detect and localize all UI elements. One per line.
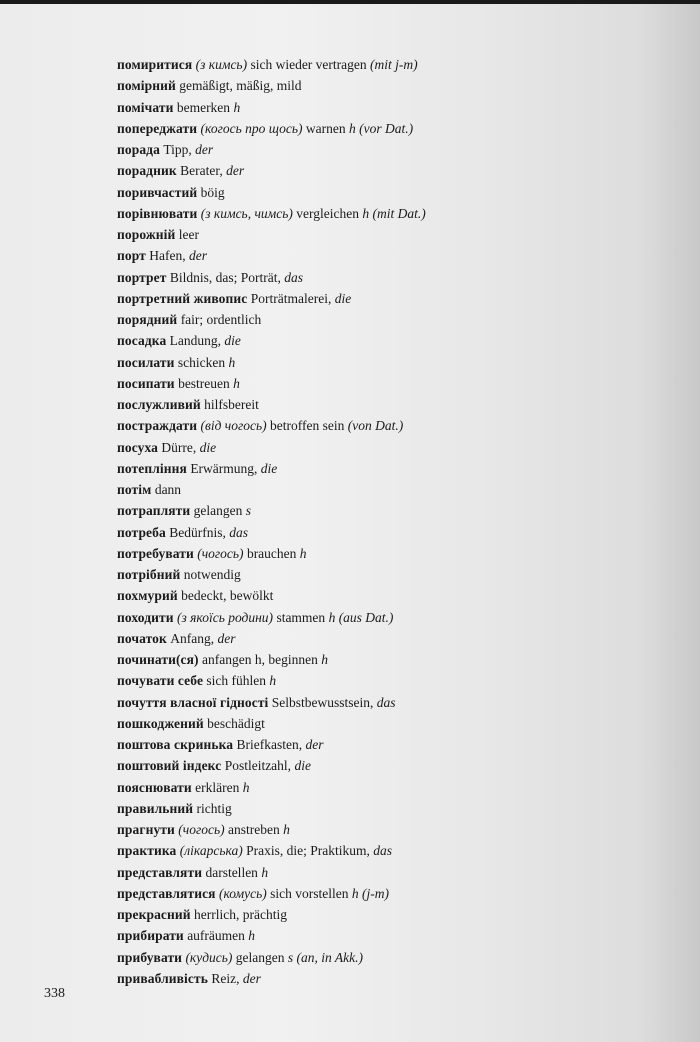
entry-grammar: (von Dat.)	[347, 418, 404, 434]
dictionary-entry	[117, 925, 677, 946]
entry-headword: порадник	[117, 163, 177, 179]
entry-headword: правильний	[117, 800, 194, 816]
entry-headword: помірний	[117, 78, 176, 94]
entry-headword: послужливий	[117, 397, 201, 412]
dictionary-entry	[117, 564, 677, 585]
entry-headword: прибирати	[117, 928, 184, 944]
entry-headword: помиритися	[117, 57, 193, 72]
entry-headword: посуха	[117, 439, 159, 455]
dictionary-entry	[117, 458, 677, 479]
dictionary-entry	[117, 182, 677, 203]
entry-grammar: die	[334, 290, 352, 306]
entry-headword: походити	[117, 609, 174, 625]
dictionary-entry	[117, 862, 677, 883]
entry-headword: поштова скринька	[117, 737, 234, 752]
entry-headword: поривчастий	[117, 184, 198, 200]
entry-grammar: h	[248, 928, 256, 944]
entry-headword: початок	[117, 630, 167, 646]
entry-grammar: der	[217, 630, 236, 646]
dictionary-entry	[117, 373, 677, 394]
entry-grammar: das	[373, 843, 392, 859]
entry-headword: порівнювати	[117, 205, 198, 221]
entry-headword: посипати	[117, 375, 175, 391]
entry-headword: пошкоджений	[117, 715, 204, 731]
dictionary-entry	[117, 819, 677, 840]
entry-translation: schicken	[177, 354, 226, 370]
dictionary-entry	[117, 309, 677, 330]
entry-headword: представлятися	[117, 885, 216, 901]
entry-grammar: der	[195, 142, 214, 157]
entry-translation: vergleichen	[296, 205, 359, 221]
entry-translation: sich vorstellen	[270, 885, 349, 901]
entry-headword: порада	[117, 142, 160, 157]
dictionary-entry	[117, 670, 677, 691]
entry-headword: почувати себе	[117, 673, 204, 689]
entry-translation: Hafen,	[149, 248, 186, 264]
entry-usage-note: (чогось)	[178, 822, 225, 837]
entry-translation: Porträtmalerei,	[250, 290, 332, 306]
entry-usage-note: (чогось)	[197, 545, 244, 561]
entry-translation: fair; ordentlich	[180, 312, 262, 327]
entry-grammar: s (an, in Akk.)	[287, 949, 364, 965]
entry-headword: потрапляти	[117, 503, 191, 519]
dictionary-entry	[117, 75, 677, 96]
dictionary-entry	[117, 203, 677, 224]
entry-headword: попереджати	[117, 120, 198, 136]
entry-translation: Dürre,	[161, 439, 197, 455]
entry-grammar: das	[229, 524, 248, 540]
entry-translation: Landung,	[169, 333, 222, 349]
dictionary-entry	[117, 394, 677, 415]
entry-translation: böig	[200, 184, 225, 200]
dictionary-entry	[117, 543, 677, 564]
entry-grammar: die	[199, 439, 217, 455]
entry-headword: похмурий	[117, 588, 178, 604]
entry-headword: портретний живопис	[117, 290, 248, 306]
dictionary-entry	[117, 947, 677, 968]
entry-translation: Anfang,	[170, 630, 215, 646]
entry-translation: Briefkasten,	[236, 737, 303, 752]
dictionary-entry-list	[117, 54, 677, 989]
entry-grammar: h (aus Dat.)	[328, 609, 394, 625]
entry-usage-note: (з кимсь, чимсь)	[200, 205, 293, 221]
entry-headword: починати(ся)	[117, 652, 199, 667]
entry-headword: посилати	[117, 354, 175, 370]
entry-translation: richtig	[196, 800, 232, 816]
entry-grammar: der	[305, 737, 324, 752]
entry-translation: leer	[178, 227, 199, 242]
entry-translation: Postleitzahl,	[224, 758, 292, 774]
entry-headword: потреба	[117, 524, 166, 540]
entry-translation: Bildnis, das; Porträt,	[169, 269, 281, 285]
dictionary-entry	[117, 267, 677, 288]
entry-translation: aufräumen	[187, 928, 245, 944]
entry-headword: порт	[117, 248, 146, 264]
entry-usage-note: (від чогось)	[200, 418, 267, 434]
entry-translation: warnen	[305, 120, 346, 136]
entry-grammar: h	[233, 375, 240, 391]
entry-usage-note: (когось про щось)	[200, 120, 303, 136]
entry-headword: потепління	[117, 460, 187, 476]
entry-headword: потім	[117, 482, 152, 497]
entry-usage-note: (кудись)	[185, 949, 233, 965]
entry-grammar: die	[260, 460, 278, 476]
entry-translation: bedeckt, bewölkt	[181, 588, 274, 604]
entry-translation: anstreben	[228, 822, 280, 837]
entry-translation: gelangen	[193, 503, 243, 519]
dictionary-entry	[117, 522, 677, 543]
entry-translation: herrlich, prächtig	[194, 907, 287, 922]
entry-grammar: (mit j-m)	[370, 57, 418, 72]
dictionary-entry	[117, 734, 677, 755]
entry-headword: прибувати	[117, 949, 183, 965]
dictionary-entry	[117, 755, 677, 776]
entry-translation: bestreuen	[178, 375, 230, 391]
entry-headword: прекрасний	[117, 907, 191, 922]
entry-usage-note: (з кимсь)	[195, 57, 248, 72]
dictionary-entry	[117, 288, 677, 309]
entry-headword: посадка	[117, 333, 167, 349]
dictionary-entry	[117, 437, 677, 458]
dictionary-entry	[117, 840, 677, 861]
dictionary-entry	[117, 160, 677, 181]
dictionary-entry	[117, 883, 677, 904]
dictionary-entry	[117, 500, 677, 521]
entry-grammar: die	[294, 758, 311, 774]
dictionary-entry	[117, 904, 677, 925]
entry-headword: практика	[117, 843, 177, 859]
entry-translation: betroffen sein	[270, 418, 345, 434]
entry-headword: потрібний	[117, 567, 181, 582]
entry-translation: brauchen	[246, 545, 297, 561]
entry-headword: представляти	[117, 864, 203, 880]
entry-headword: порядний	[117, 312, 178, 327]
dictionary-entry	[117, 54, 677, 75]
dictionary-entry	[117, 224, 677, 245]
entry-translation: hilfsbereit	[204, 397, 259, 412]
entry-translation: gemäßigt, mäßig, mild	[179, 78, 302, 94]
dictionary-entry	[117, 330, 677, 351]
entry-translation: dann	[154, 482, 182, 497]
dictionary-entry	[117, 777, 677, 798]
entry-translation: Tipp,	[163, 142, 192, 157]
entry-translation: notwendig	[183, 567, 241, 582]
entry-grammar: h (vor Dat.)	[348, 120, 414, 136]
entry-headword: пояснювати	[117, 779, 192, 795]
entry-grammar: das	[284, 269, 304, 285]
entry-usage-note: (з якоїсь родини)	[176, 609, 274, 625]
entry-grammar: h (mit Dat.)	[362, 205, 426, 221]
entry-translation: bemerken	[176, 99, 231, 115]
entry-translation: Praxis, die; Praktikum,	[246, 843, 370, 859]
entry-grammar: die	[224, 333, 241, 349]
entry-headword: портрет	[117, 269, 167, 285]
entry-headword: поштовий індекс	[117, 758, 222, 774]
dictionary-entry	[117, 352, 677, 373]
entry-translation: anfangen h, beginnen	[202, 652, 318, 667]
entry-grammar: h	[283, 822, 290, 837]
dictionary-entry	[117, 118, 677, 139]
entry-grammar: s	[245, 503, 252, 519]
entry-translation: sich fühlen	[206, 673, 267, 689]
page-number: 338	[44, 986, 65, 1001]
entry-grammar: h (j-m)	[351, 885, 389, 901]
entry-translation: darstellen	[205, 864, 258, 880]
dictionary-entry	[117, 649, 677, 670]
entry-usage-note: (комусь)	[218, 885, 267, 901]
entry-grammar: h	[269, 673, 277, 689]
entry-grammar: der	[226, 163, 245, 179]
entry-grammar: der	[242, 970, 261, 986]
entry-translation: stammen	[276, 609, 326, 625]
dictionary-entry	[117, 607, 677, 628]
entry-translation: Selbstbewusstsein,	[271, 694, 374, 710]
entry-translation: Bedürfnis,	[169, 524, 226, 540]
entry-headword: помічати	[117, 99, 174, 115]
dictionary-entry	[117, 628, 677, 649]
entry-grammar: das	[376, 694, 396, 710]
dictionary-entry	[117, 479, 677, 500]
entry-grammar: h	[261, 864, 269, 880]
entry-grammar: h	[299, 545, 307, 561]
entry-translation: beschädigt	[207, 715, 265, 731]
dictionary-entry	[117, 692, 677, 713]
entry-usage-note: (лікарська)	[179, 843, 243, 859]
entry-translation: Reiz,	[211, 970, 240, 986]
entry-translation: erklären	[195, 779, 240, 795]
entry-headword: потребувати	[117, 545, 194, 561]
entry-grammar: h	[321, 652, 328, 667]
entry-translation: Berater,	[180, 163, 223, 179]
dictionary-entry	[117, 97, 677, 118]
entry-headword: прагнути	[117, 822, 175, 837]
dictionary-entry	[117, 585, 677, 606]
entry-grammar: h	[242, 779, 250, 795]
entry-headword: почуття власної гідності	[117, 694, 269, 710]
entry-headword: порожній	[117, 227, 176, 242]
entry-translation: sich wieder vertragen	[250, 57, 367, 72]
dictionary-entry	[117, 415, 677, 436]
dictionary-entry	[117, 713, 677, 734]
dictionary-entry	[117, 245, 677, 266]
dictionary-entry	[117, 968, 677, 989]
entry-grammar: der	[189, 248, 207, 264]
entry-headword: постраждати	[117, 418, 198, 434]
entry-translation: Erwärmung,	[190, 460, 258, 476]
entry-headword: привабливість	[117, 970, 208, 986]
entry-grammar: h	[228, 354, 236, 370]
entry-grammar: h	[233, 99, 241, 115]
dictionary-entry	[117, 798, 677, 819]
dictionary-entry	[117, 139, 677, 160]
entry-translation: gelangen	[235, 949, 285, 965]
